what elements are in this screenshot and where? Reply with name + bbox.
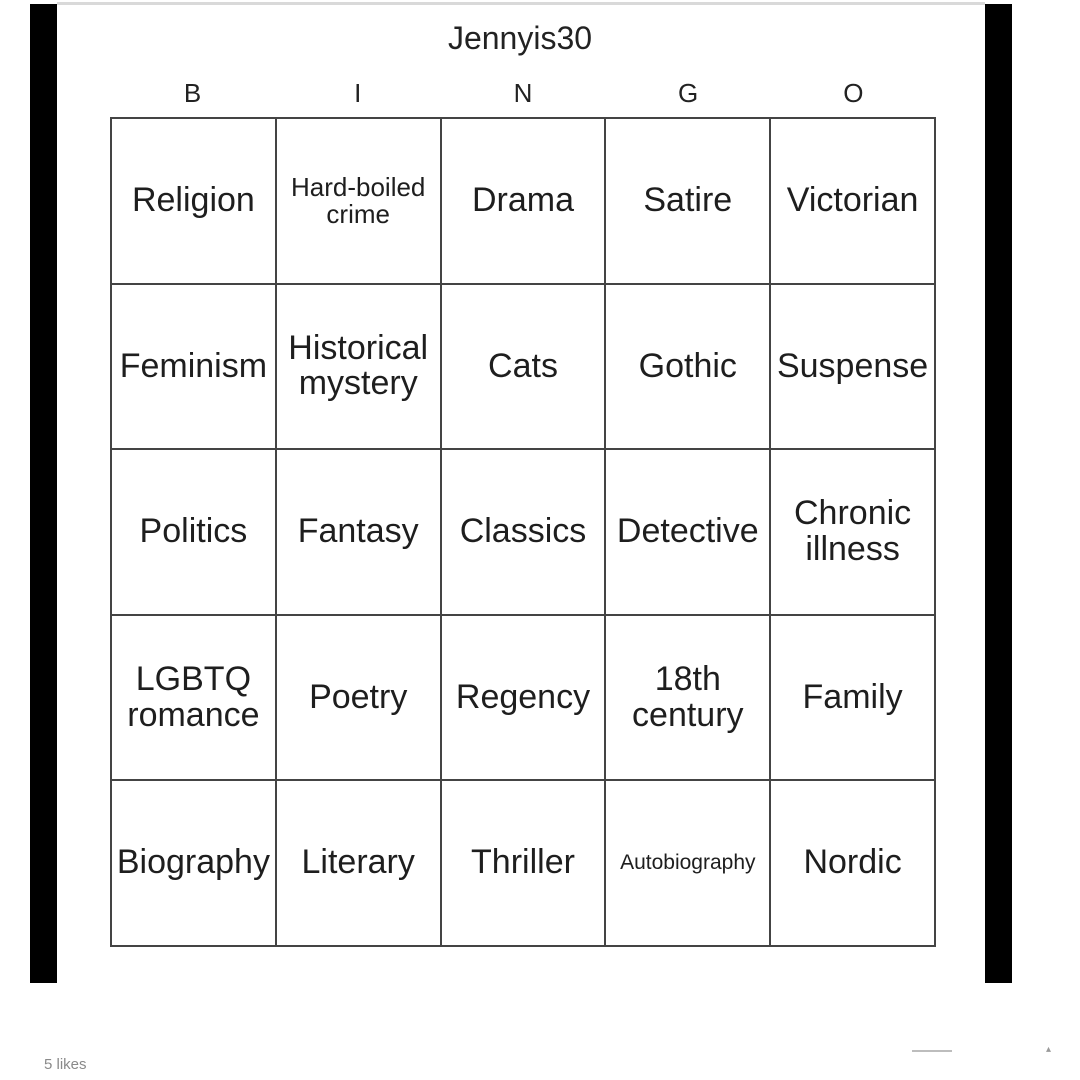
bingo-cell[interactable]: LGBTQ romance xyxy=(112,616,277,782)
bingo-cell[interactable]: Biography xyxy=(112,781,277,947)
bingo-cell[interactable]: Cats xyxy=(442,285,607,451)
bingo-cell[interactable]: Religion xyxy=(112,119,277,285)
bingo-cell[interactable]: Suspense xyxy=(771,285,936,451)
bingo-cell[interactable]: Autobiography xyxy=(606,781,771,947)
bingo-cell[interactable]: Politics xyxy=(112,450,277,616)
bingo-cell[interactable]: Family xyxy=(771,616,936,782)
bingo-cell[interactable]: Drama xyxy=(442,119,607,285)
bingo-cell[interactable]: Satire xyxy=(606,119,771,285)
bingo-letter-header xyxy=(110,76,936,112)
bingo-cell[interactable]: Gothic xyxy=(606,285,771,451)
top-divider xyxy=(57,2,985,5)
letter-i: I xyxy=(354,78,362,108)
bingo-title: Jennyis30 xyxy=(447,20,593,56)
likes-count[interactable]: 5 likes xyxy=(44,1056,87,1073)
bingo-cell[interactable]: Poetry xyxy=(277,616,442,782)
bingo-cell[interactable]: Nordic xyxy=(771,781,936,947)
letter-g: G xyxy=(678,78,699,108)
bingo-cell[interactable]: Victorian xyxy=(771,119,936,285)
bingo-cell[interactable]: Fantasy xyxy=(277,450,442,616)
bingo-cell[interactable]: Classics xyxy=(442,450,607,616)
right-black-border xyxy=(985,4,1012,983)
bingo-grid xyxy=(110,117,936,947)
bingo-cell[interactable]: Regency xyxy=(442,616,607,782)
footer-divider xyxy=(912,1050,952,1052)
bingo-cell[interactable]: Detective xyxy=(606,450,771,616)
bingo-cell[interactable]: Chronic illness xyxy=(771,450,936,616)
bingo-cell[interactable]: Historical mystery xyxy=(277,285,442,451)
letter-n: N xyxy=(513,78,533,108)
bingo-cell[interactable]: Feminism xyxy=(112,285,277,451)
bingo-cell[interactable]: 18th century xyxy=(606,616,771,782)
left-black-border xyxy=(30,4,57,983)
bingo-cell[interactable]: Hard-boiled crime xyxy=(277,119,442,285)
bingo-cell[interactable]: Literary xyxy=(277,781,442,947)
bingo-cell[interactable]: Thriller xyxy=(442,781,607,947)
caret-up-icon: ▴ xyxy=(1046,1044,1052,1055)
letter-b: B xyxy=(183,78,202,108)
letter-o: O xyxy=(843,78,864,108)
